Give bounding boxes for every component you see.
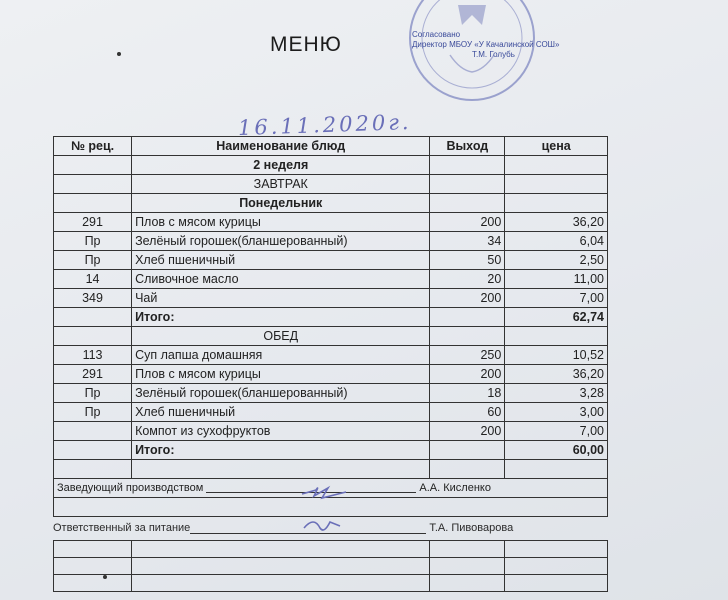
lower-table (53, 540, 608, 592)
breakfast-total-row (54, 308, 608, 327)
approval-block (412, 30, 559, 60)
document-title: МЕНЮ (270, 33, 342, 56)
signature-scribble (298, 480, 358, 504)
recipe-number: Пр (54, 251, 132, 270)
table-row (54, 422, 608, 441)
dish-price: 10,52 (505, 346, 608, 365)
recipe-number: Пр (54, 384, 132, 403)
week-row (54, 156, 608, 175)
signature-scribble (300, 514, 350, 536)
dish-name: Сливочное масло (132, 270, 430, 289)
dish-output: 50 (430, 251, 505, 270)
dish-name: Плов с мясом курицы (132, 365, 430, 384)
recipe-number: 14 (54, 270, 132, 289)
table-row (54, 384, 608, 403)
recipe-number: Пр (54, 232, 132, 251)
table-row (54, 403, 608, 422)
signature-row-nutrition (53, 522, 513, 534)
dish-output: 250 (430, 346, 505, 365)
table-row (54, 270, 608, 289)
table-row (54, 232, 608, 251)
dish-output: 18 (430, 384, 505, 403)
lunch-label: ОБЕД (132, 327, 430, 346)
dish-output: 60 (430, 403, 505, 422)
approval-heading: Согласовано (412, 30, 461, 39)
dish-price: 7,00 (505, 422, 608, 441)
total-label: Итого: (132, 308, 430, 327)
table-row (54, 213, 608, 232)
dish-output: 20 (430, 270, 505, 289)
nutrition-name: Т.А. Пивоварова (429, 522, 514, 534)
header-output: Выход (430, 137, 505, 156)
dish-name: Зелёный горошек(бланшерованный) (132, 232, 430, 251)
table-row (54, 346, 608, 365)
recipe-number: Пр (54, 403, 132, 422)
total-label: Итого: (132, 441, 430, 460)
dish-price: 3,28 (505, 384, 608, 403)
production-name: А.А. Кисленко (419, 481, 491, 494)
dish-name: Плов с мясом курицы (132, 213, 430, 232)
recipe-number: 291 (54, 213, 132, 232)
day-row (54, 194, 608, 213)
dish-output: 200 (430, 289, 505, 308)
meal-row-breakfast (54, 175, 608, 194)
dish-name: Хлеб пшеничный (132, 251, 430, 270)
dish-output: 200 (430, 422, 505, 441)
dish-price: 36,20 (505, 213, 608, 232)
week-label: 2 неделя (132, 156, 430, 175)
breakfast-label: ЗАВТРАК (132, 175, 430, 194)
header-recipe-number: № рец. (54, 137, 132, 156)
dish-name: Компот из сухофруктов (132, 422, 430, 441)
recipe-number: 113 (54, 346, 132, 365)
dish-name: Чай (132, 289, 430, 308)
recipe-number (54, 422, 132, 441)
recipe-number: 291 (54, 365, 132, 384)
ink-dot (117, 52, 121, 56)
dish-output: 34 (430, 232, 505, 251)
header-dish-name: Наименование блюд (132, 137, 430, 156)
table-row (54, 541, 608, 558)
dish-price: 2,50 (505, 251, 608, 270)
production-role: Заведующий производством (57, 481, 204, 494)
dish-price: 6,04 (505, 232, 608, 251)
dish-price: 3,00 (505, 403, 608, 422)
day-label: Понедельник (132, 194, 430, 213)
handwritten-date: 16.11.2020г. (237, 109, 412, 141)
meal-row-lunch (54, 327, 608, 346)
approval-director: Директор МБОУ «У Качалинской СОШ» (412, 40, 560, 49)
lunch-total: 60,00 (505, 441, 608, 460)
menu-table (53, 136, 608, 517)
dish-name: Зелёный горошек(бланшерованный) (132, 384, 430, 403)
dish-name: Суп лапша домашняя (132, 346, 430, 365)
table-row (54, 251, 608, 270)
header-price: цена (505, 137, 608, 156)
approval-name: Т.М. Голубь (472, 50, 515, 59)
recipe-number: 349 (54, 289, 132, 308)
dish-output: 200 (430, 213, 505, 232)
blank-row (54, 460, 608, 479)
table-header-row (54, 137, 608, 156)
nutrition-role: Ответственный за питание (53, 522, 191, 534)
table-row (54, 558, 608, 575)
lunch-total-row (54, 441, 608, 460)
dish-price: 36,20 (505, 365, 608, 384)
table-row (54, 365, 608, 384)
dish-name: Хлеб пшеничный (132, 403, 430, 422)
dish-output: 200 (430, 365, 505, 384)
dish-price: 7,00 (505, 289, 608, 308)
table-row (54, 289, 608, 308)
dish-price: 11,00 (505, 270, 608, 289)
table-row (54, 575, 608, 592)
breakfast-total: 62,74 (505, 308, 608, 327)
